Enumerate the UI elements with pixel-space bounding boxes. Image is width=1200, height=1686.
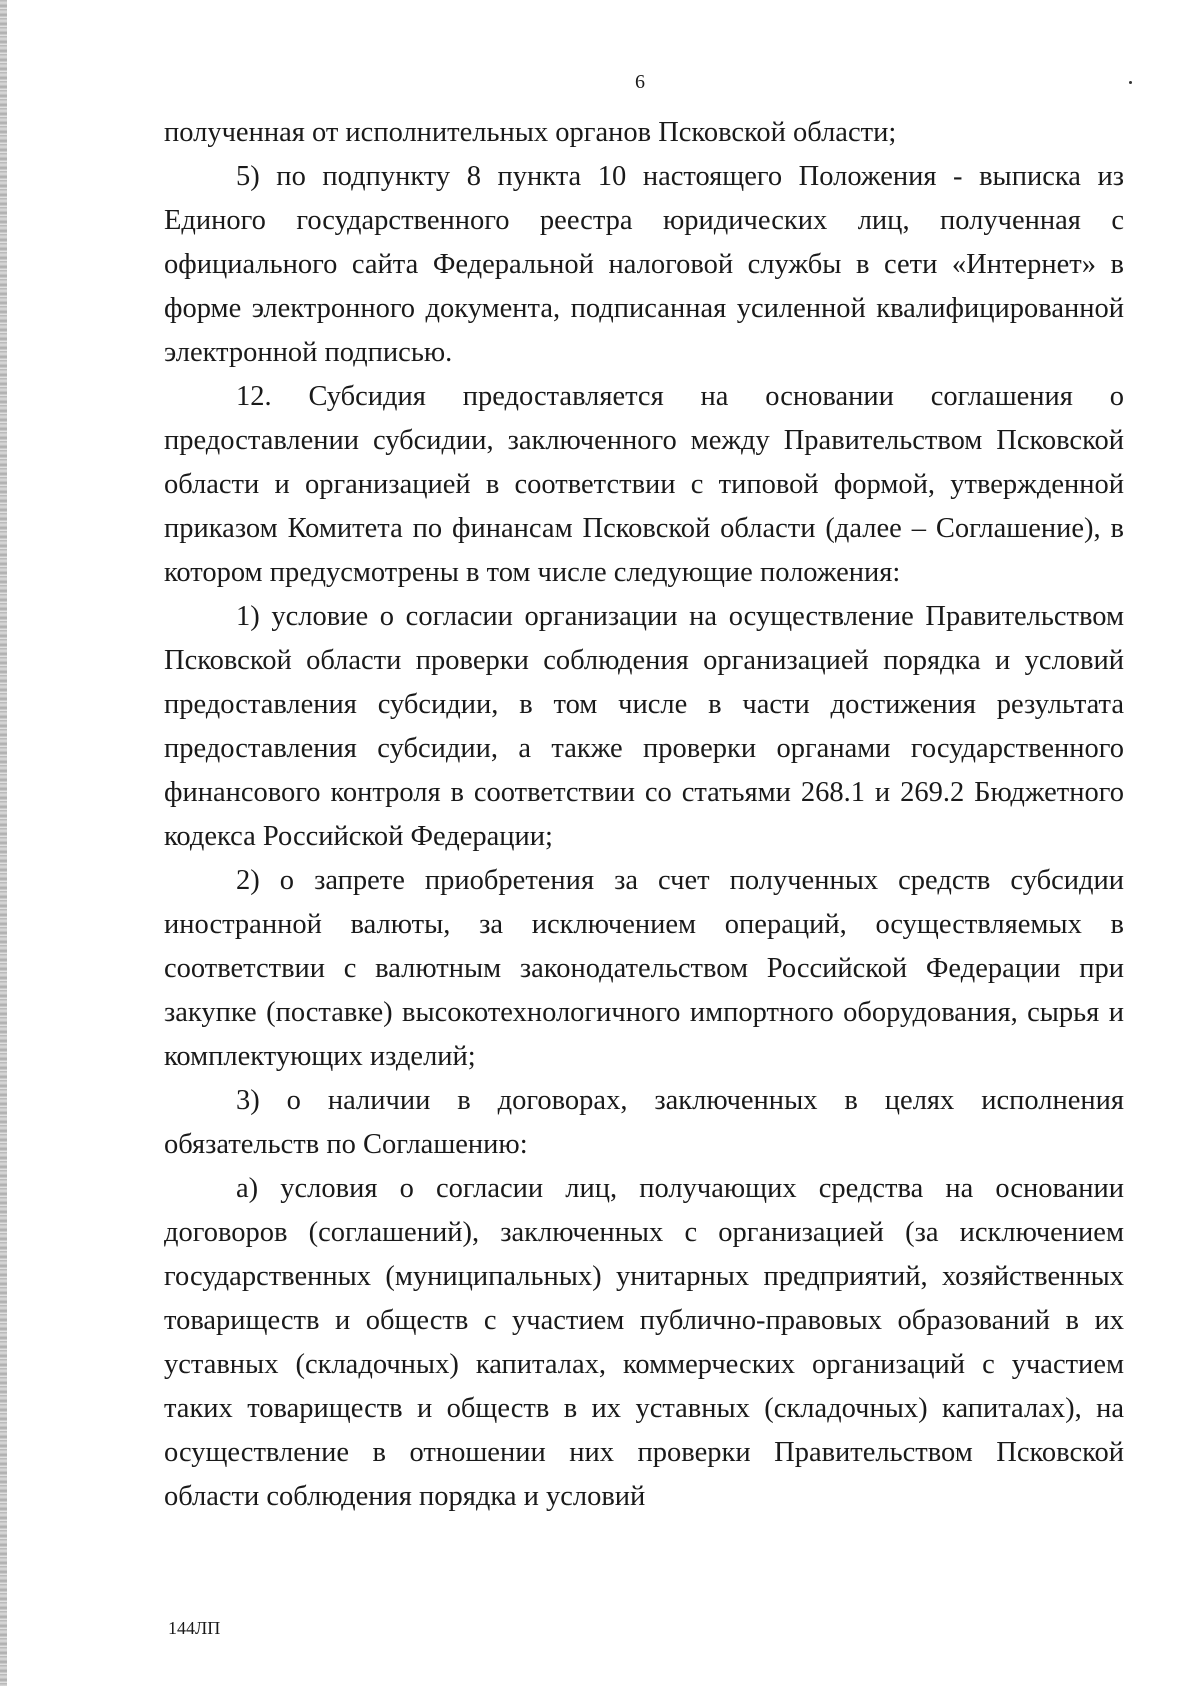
page-number: 6 [635,71,645,93]
paragraph-item-3: 3) о наличии в договорах, заключенных в целях исполнения обязательств по Соглашению: [164,1085,1124,1160]
paragraph-continuation: полученная от исполнительных органов Псковской области; [164,117,897,148]
document-code: 144ЛП [168,1618,221,1638]
paragraph-item-5: 5) по подпункту 8 пункта 10 настоящего Положения - выписка из Единого государственного реестра юридических лиц, полученная с официального сайта Федеральной налоговой службы в сети «Интернет» в форме электронного документа, подписанная усиленной квалифицированной электронной подписью. [164,161,1124,368]
document-body [164,111,1124,1519]
paragraph-section-12: 12. Субсидия предоставляется на основании соглашения о предоставлении субсидии, заключенного между Правительством Псковской области и организацией в соответствии с типовой формой, утвержденной приказом Комитета по финансам Псковской области (далее – Соглашение), в котором предусмотрены в том числе следующие положения: [164,381,1124,588]
scan-edge-artifact [0,0,7,1686]
scan-dot-artifact [1129,81,1132,84]
paragraph-item-1: 1) условие о согласии организации на осуществление Правительством Псковской области проверки соблюдения организацией порядка и условий предоставления субсидии, в том числе в части достижения результата предоставления субсидии, а также проверки органами государственного финансового контроля в соответствии со статьями 268.1 и 269.2 Бюджетного кодекса Российской Федерации; [164,601,1124,852]
paragraph-subitem-a: а) условия о согласии лиц, получающих средства на основании договоров (соглашений), заключенных с организацией (за исключением государственных (муниципальных) унитарных предприятий, хозяйственных товариществ и обществ с участием публично-правовых образований в их уставных (складочных) капиталах, коммерческих организаций с участием таких товариществ и обществ в их уставных (складочных) капиталах), на осуществление в отношении них проверки Правительством Псковской области соблюдения порядка и условий [164,1173,1124,1512]
paragraph-item-2: 2) о запрете приобретения за счет полученных средств субсидии иностранной валюты, за исключением операций, осуществляемых в соответствии с валютным законодательством Российской Федерации при закупке (поставке) высокотехнологичного импортного оборудования, сырья и комплектующих изделий; [164,865,1124,1072]
